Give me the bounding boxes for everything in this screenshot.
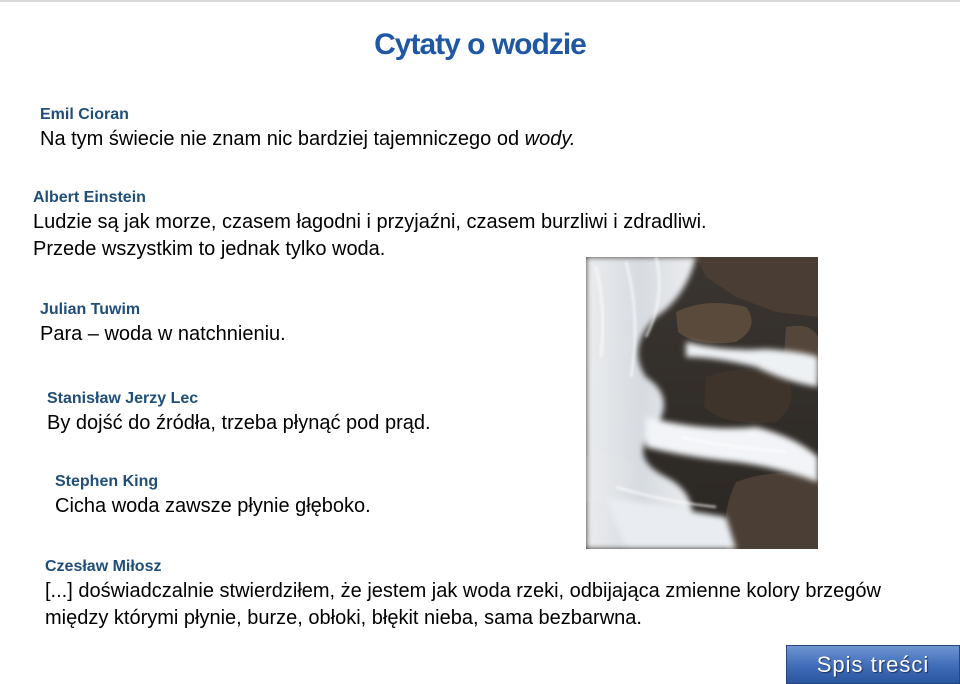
quote-einstein (33, 189, 707, 263)
quote-text: By dojść do źródła, trzeba płynąć pod prąd. (47, 412, 431, 434)
toc-button[interactable]: Spis treści (786, 645, 960, 684)
page-title: Cytaty o wodzie (374, 28, 586, 61)
quote-author: Emil Cioran (40, 106, 129, 123)
quote-text-line-1: Ludzie są jak morze, czasem łagodni i przyjaźni, czasem burzliwi i zdradliwi. (33, 211, 707, 233)
top-divider (0, 0, 960, 2)
quote-author: Albert Einstein (33, 189, 146, 206)
quote-author: Czesław Miłosz (45, 558, 162, 575)
quote-author: Stanisław Jerzy Lec (47, 390, 199, 407)
waterfall-photo (586, 257, 818, 549)
quote-text: Cicha woda zawsze płynie głęboko. (55, 495, 371, 517)
quote-lec (47, 390, 431, 437)
quote-tuwim (40, 301, 286, 348)
quote-emphasis: wody. (524, 128, 576, 150)
quote-text: Para – woda w natchnieniu. (40, 323, 286, 345)
quote-text-line-2: Przede wszystkim to jednak tylko woda. (33, 238, 386, 260)
quote-text-line-1: [...] doświadczalnie stwierdziłem, że jestem jak woda rzeki, odbijająca zmienne kolory brzegów (45, 580, 881, 602)
quote-author: Stephen King (55, 473, 159, 490)
quote-king (55, 473, 371, 520)
quote-author: Julian Tuwim (40, 301, 141, 318)
quote-cioran (40, 106, 575, 153)
quote-text-line-2: między którymi płynie, burze, obłoki, błękit nieba, sama bezbarwna. (45, 607, 642, 629)
quote-text: Na tym świecie nie znam nic bardziej tajemniczego od wody. (40, 128, 576, 150)
quote-milosz (45, 558, 881, 632)
